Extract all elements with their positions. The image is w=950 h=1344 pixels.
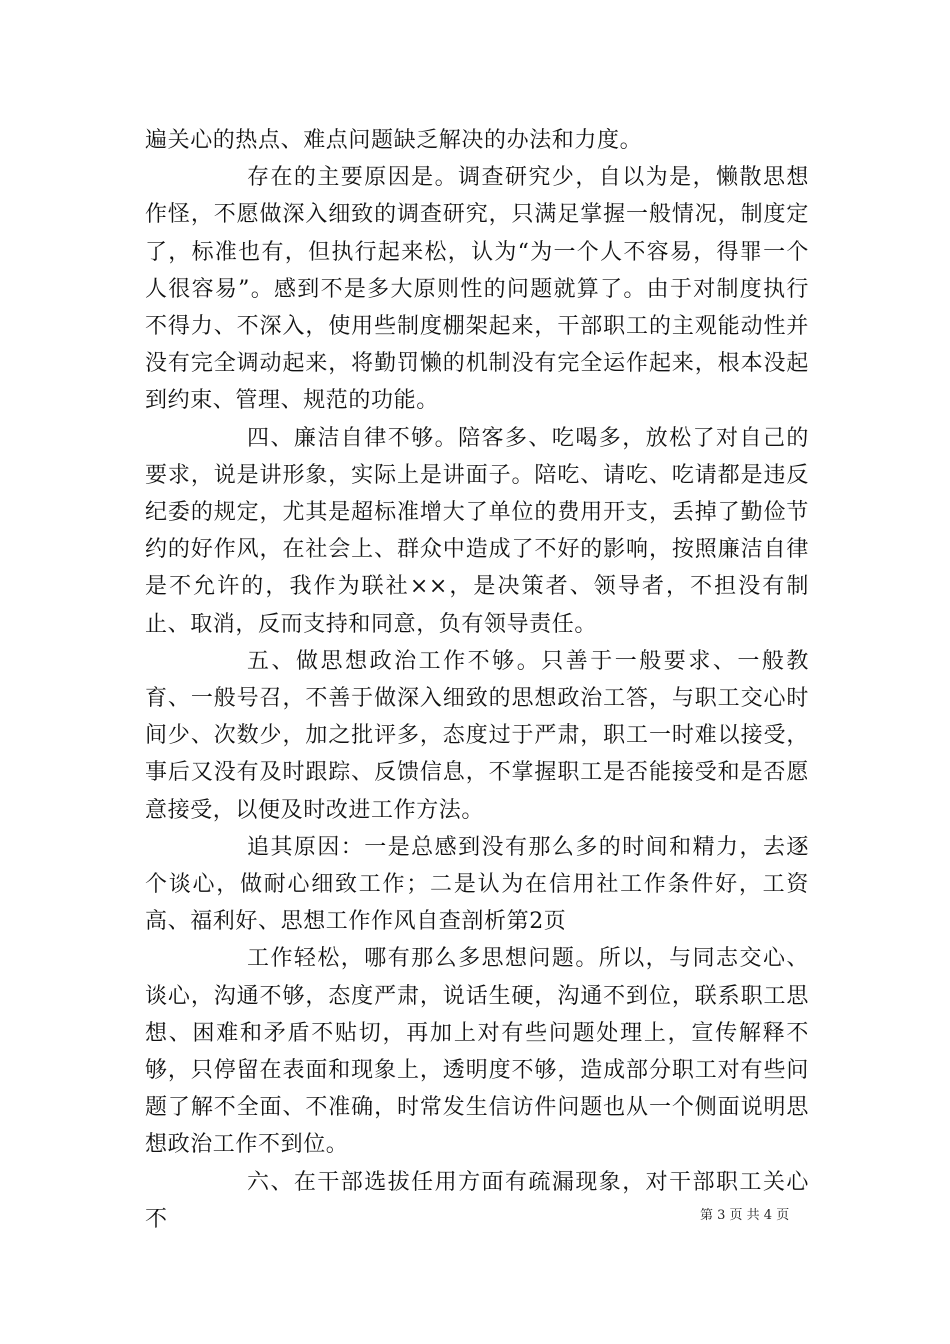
paragraph-6: 工作轻松，哪有那么多思想问题。所以，与同志交心、谈心，沟通不够，态度严肃，说话生硬，沟通不到位，联系职工思想、困难和矛盾不贴切，再加上对有些问题处理上，宣传解释不够，只停留在表面和现象上，透明度不够，造成部分职工对有些问题了解不全面、不准确，时常发生信访件问题也从一个侧面说明思想政治工作不到位。 bbox=[145, 946, 809, 1158]
paragraph-2: 存在的主要原因是。调查研究少，自以为是，懒散思想作怪，不愿做深入细致的调查研究，只满足掌握一般情况，制度定了，标准也有，但执行起来松，认为“为一个人不容易，得罪一个人很容易”。感到不是多大原则性的问题就算了。由于对制度执行不得力、不深入，使用些制度棚架起来，干部职工的主观能动性并没有完全调动起来，将勤罚懒的机制没有完全运作起来，根本没起到约束、管理、规范的功能。 bbox=[145, 165, 809, 414]
page-number-footer: 第 3 页 共 4 页 bbox=[700, 1208, 790, 1223]
paragraph-4: 五、做思想政治工作不够。只善于一般要求、一般教育、一般号召，不善于做深入细致的思想政治工答，与职工交心时间少、次数少，加之批评多，态度过于严肃，职工一时难以接受，事后又没有及时跟踪、反馈信息，不掌握职工是否能接受和是否愿意接受，以便及时改进工作方法。 bbox=[145, 648, 809, 823]
paragraph-3: 四、廉洁自律不够。陪客多、吃喝多，放松了对自己的要求，说是讲形象，实际上是讲面子。陪吃、请吃、吃请都是违反纪委的规定，尤其是超标准增大了单位的费用开支，丢掉了勤俭节约的好作风，在社会上、群众中造成了不好的影响，按照廉洁自律是不允许的，我作为联社××，是决策者、领导者，不担没有制止、取消，反而支持和同意，负有领导责任。 bbox=[145, 425, 809, 637]
paragraph-1: 遍关心的热点、难点问题缺乏解决的办法和力度。 bbox=[145, 128, 643, 153]
paragraph-7: 六、在干部选拔任用方面有疏漏现象，对干部职工关心不 bbox=[145, 1169, 809, 1232]
document-body bbox=[145, 122, 809, 1238]
paragraph-5: 追其原因：一是总感到没有那么多的时间和精力，去逐个谈心，做耐心细致工作；二是认为在信用社工作条件好，工资高、福利好、思想工作作风自查剖析第2页 bbox=[145, 834, 809, 935]
